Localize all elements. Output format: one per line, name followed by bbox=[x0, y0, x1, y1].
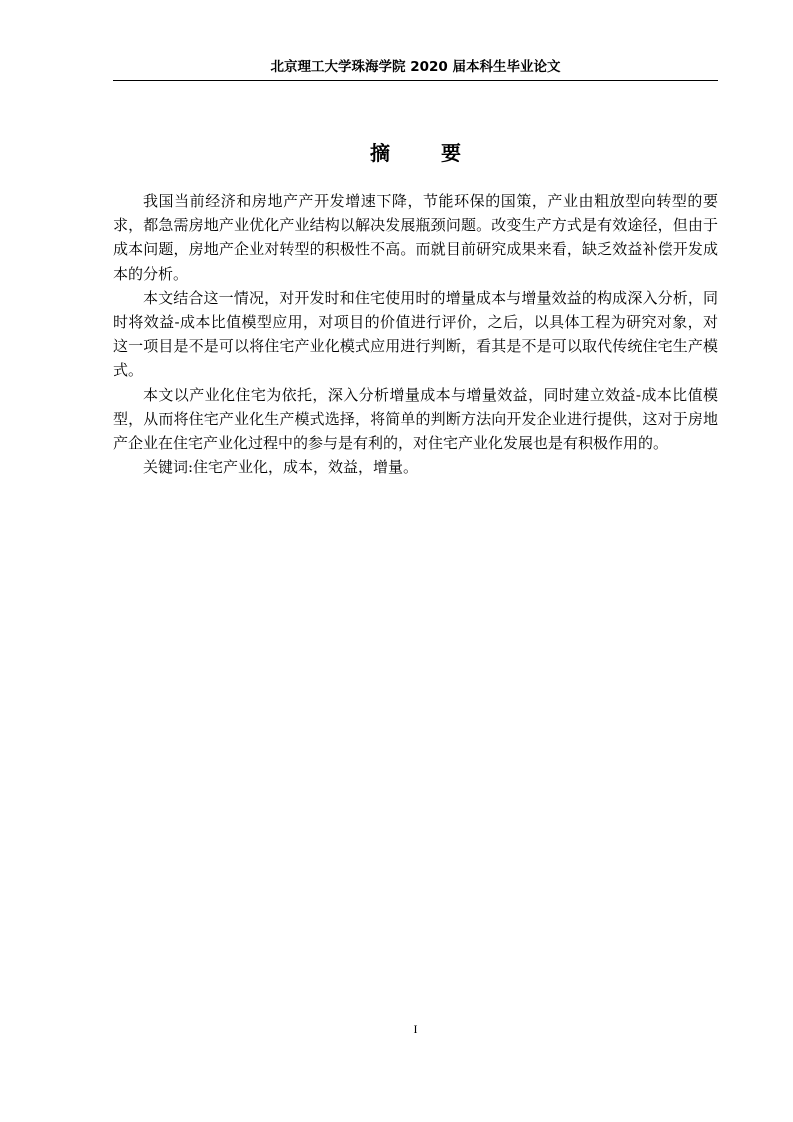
running-header: 北京理工大学珠海学院 2020 届本科生毕业论文 bbox=[270, 59, 561, 75]
abstract-paragraph-1: 我国当前经济和房地产产开发增速下降，节能环保的国策，产业由粗放型向转型的要求，都急需房地产业优化产业结构以解决发展瓶颈问题。改变生产方式是有效途径，但由于成本问题，房地产企业对转型的积极性不高。而就目前研究成果来看，缺乏效益补偿开发成本的分析。 bbox=[113, 192, 718, 283]
abstract-paragraph-2: 本文结合这一情况，对开发时和住宅使用时的增量成本与增量效益的构成深入分析，同时将效益-成本比值模型应用，对项目的价值进行评价，之后，以具体工程为研究对象，对这一项目是不是可以将住宅产业化模式应用进行判断，看其是不是可以取代传统住宅生产模式。 bbox=[113, 288, 718, 380]
abstract-paragraph-3: 本文以产业化住宅为依托，深入分析增量成本与增量效益，同时建立效益-成本比值模型，从而将住宅产业化生产模式选择，将简单的判断方法向开发企业进行提供，这对于房地产企业在住宅产业化过程中的参与是有利的，对住宅产业化发展也是有积极作用的。 bbox=[113, 385, 718, 453]
abstract-title: 摘 要 bbox=[370, 141, 483, 165]
page-number: I bbox=[413, 1022, 418, 1036]
abstract-body bbox=[113, 189, 718, 479]
keywords-line: 关键词:住宅产业化，成本，效益，增量。 bbox=[143, 458, 419, 477]
header-rule bbox=[113, 80, 718, 81]
